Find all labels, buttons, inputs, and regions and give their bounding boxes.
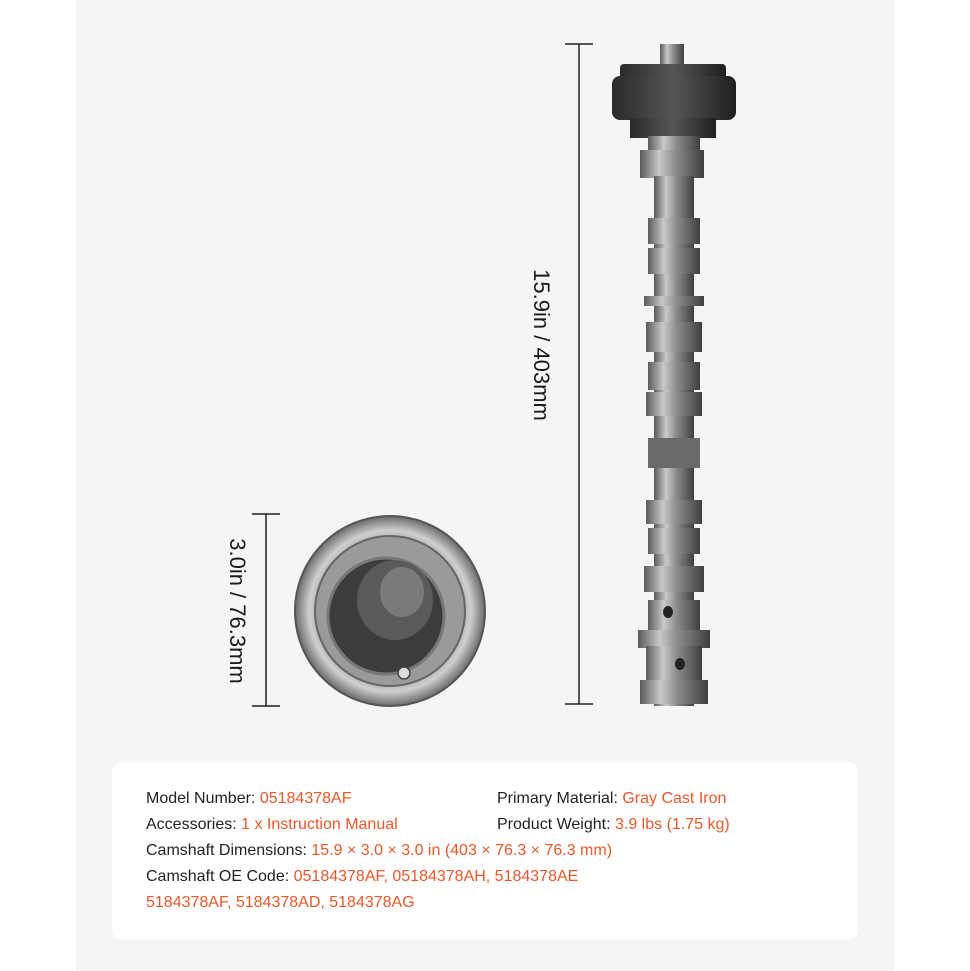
spec-label: Camshaft Dimensions: [146,842,312,859]
spec-value: 05184378AF, 05184378AH, 5184378AE [293,868,579,885]
spec-value: 05184378AF [259,790,352,807]
spec-oe-code-continued: 5184378AF, 5184378AD, 5184378AG [146,894,415,911]
spec-label: Camshaft OE Code: [146,868,294,885]
spec-model-number [146,789,351,809]
diameter-dimension-line [252,514,280,706]
spec-value: 15.9 × 3.0 × 3.0 in (403 × 76.3 × 76.3 mm) [311,842,613,859]
length-dimension-label: 15.9in / 403mm [529,269,554,421]
camshaft-end-view [295,516,485,706]
spec-label: Model Number: [146,790,260,807]
spec-label: Product Weight: [497,816,615,833]
spec-accessories [146,815,398,835]
spec-product-weight [497,815,730,835]
spec-primary-material [497,789,726,809]
spec-oe-code [146,867,578,887]
spec-value: 3.9 lbs (1.75 kg) [614,816,730,833]
spec-camshaft-dimensions [146,841,612,861]
spec-value: Gray Cast Iron [622,790,727,807]
camshaft-side-view [612,44,736,706]
diameter-dimension-label: 3.0in / 76.3mm [225,538,250,684]
spec-label: Accessories: [146,816,242,833]
length-dimension-line [565,44,593,704]
spec-label: Primary Material: [497,790,623,807]
spec-value: 1 x Instruction Manual [241,816,398,833]
